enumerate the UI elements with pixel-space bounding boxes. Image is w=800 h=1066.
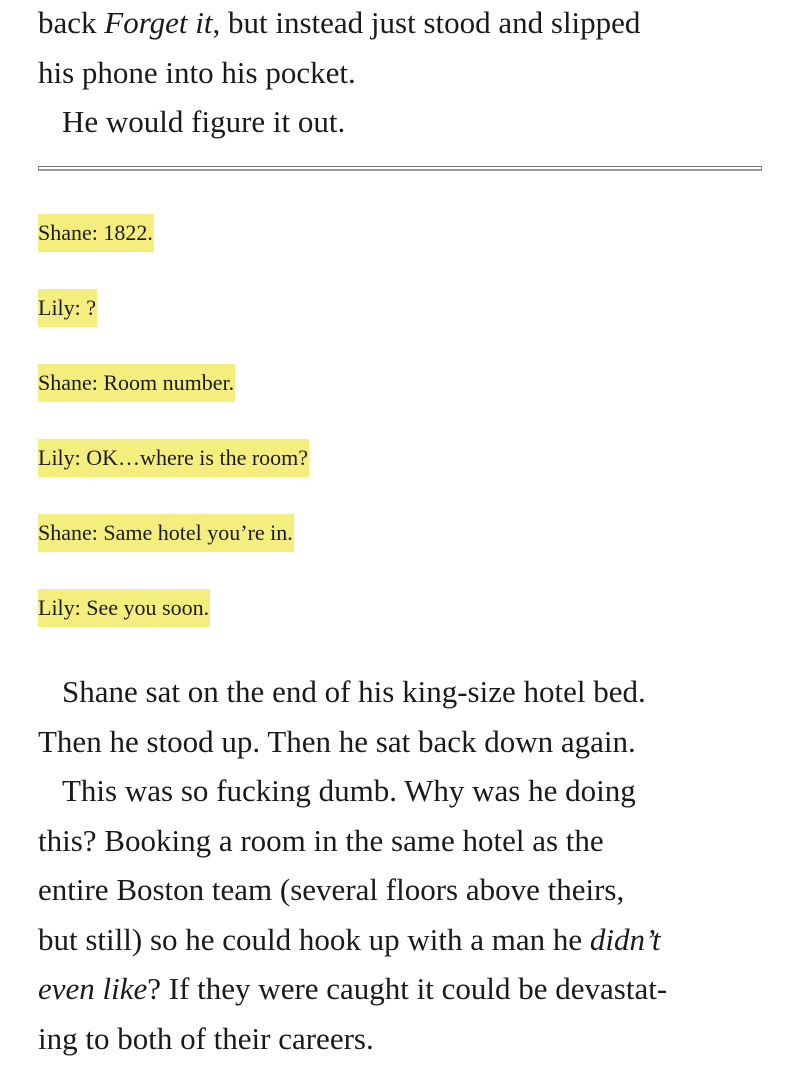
highlighted-message[interactable]: Lily: ? <box>38 289 97 327</box>
text-line: He would figure it out. <box>62 104 346 139</box>
text-line: Shane sat on the end of his king-size hotel bed. <box>62 674 646 709</box>
italic-text: Forget it <box>104 5 213 40</box>
message-line <box>38 439 764 514</box>
text-line: ing to both of their careers. <box>38 1020 374 1056</box>
italic-text: didn’t <box>589 921 661 957</box>
highlighted-message[interactable]: Shane: Room number. <box>38 364 235 402</box>
text-span: back <box>38 5 105 40</box>
text-line <box>38 0 764 48</box>
highlighted-message[interactable]: Lily: OK…where is the room? <box>38 439 309 477</box>
closing-paragraphs <box>38 667 764 1063</box>
text-line: this? Booking a room in the same hotel as the <box>38 822 604 858</box>
text-line: This was so fucking dumb. Why was he doing <box>62 773 636 808</box>
text-line: his phone into his pocket. <box>38 54 356 90</box>
highlighted-message[interactable]: Lily: See you soon. <box>38 589 210 627</box>
highlighted-message[interactable]: Shane: Same hotel you’re in. <box>38 514 294 552</box>
message-line <box>38 514 764 589</box>
text-span: , but instead just stood and slipped <box>212 5 641 40</box>
text-line <box>38 964 764 1014</box>
text-span: but still) so he could hook up with a man he <box>38 921 590 957</box>
message-line <box>38 214 764 289</box>
highlighted-message[interactable]: Shane: 1822. <box>38 214 154 252</box>
message-line <box>38 589 764 664</box>
text-message-thread <box>38 214 764 664</box>
opening-paragraph <box>38 0 764 147</box>
text-line: entire Boston team (several floors above theirs, <box>38 872 625 907</box>
section-divider <box>38 166 762 171</box>
message-line <box>38 289 764 364</box>
text-span: ? If they were caught it could be devastat- <box>147 971 668 1006</box>
text-line: Then he stood up. Then he sat back down again. <box>38 723 636 759</box>
message-line <box>38 364 764 439</box>
text-line <box>38 915 764 965</box>
italic-text: even like <box>38 971 148 1006</box>
